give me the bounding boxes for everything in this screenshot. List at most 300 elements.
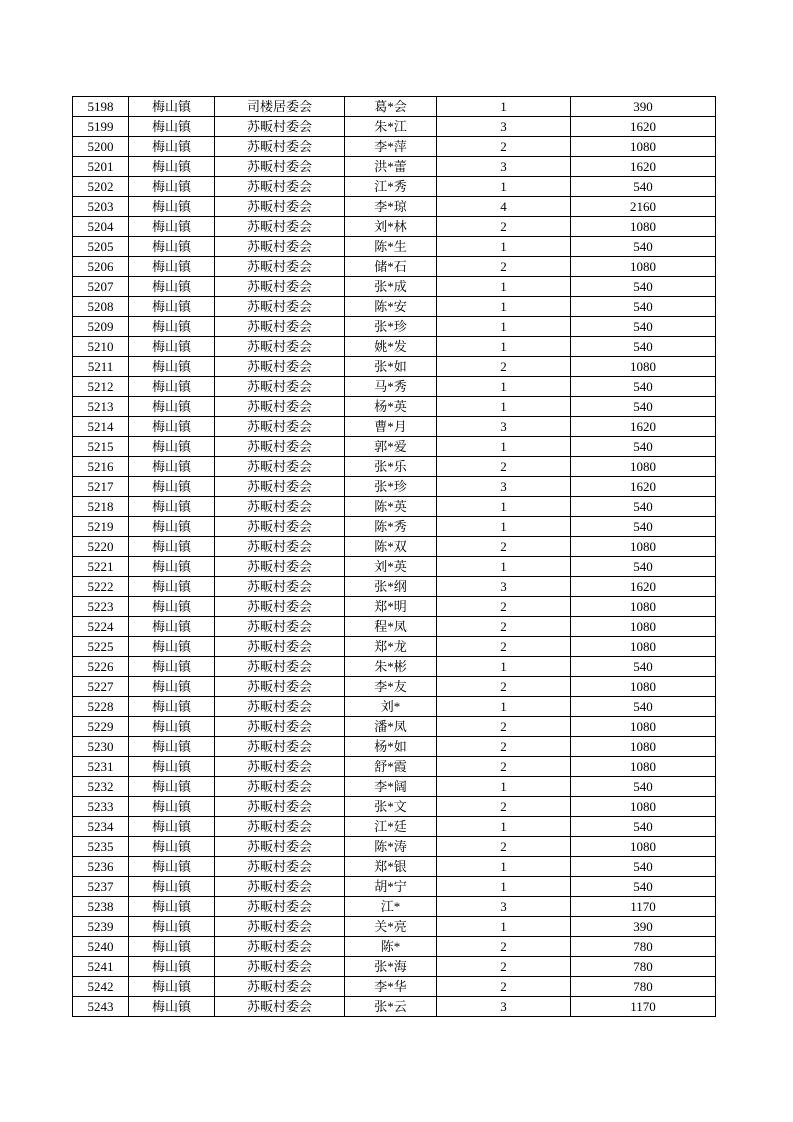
cell-name: 张*文 bbox=[345, 797, 437, 817]
cell-committee: 苏畈村委会 bbox=[215, 877, 345, 897]
cell-id: 5234 bbox=[73, 817, 129, 837]
cell-town: 梅山镇 bbox=[129, 657, 215, 677]
cell-town: 梅山镇 bbox=[129, 797, 215, 817]
cell-committee: 苏畈村委会 bbox=[215, 517, 345, 537]
table-row bbox=[73, 797, 716, 817]
table-row bbox=[73, 817, 716, 837]
cell-town: 梅山镇 bbox=[129, 357, 215, 377]
cell-town: 梅山镇 bbox=[129, 597, 215, 617]
cell-name: 江* bbox=[345, 897, 437, 917]
cell-count: 2 bbox=[437, 637, 571, 657]
cell-count: 1 bbox=[437, 277, 571, 297]
cell-count: 1 bbox=[437, 557, 571, 577]
cell-count: 1 bbox=[437, 857, 571, 877]
table-row bbox=[73, 357, 716, 377]
table-row bbox=[73, 957, 716, 977]
cell-id: 5211 bbox=[73, 357, 129, 377]
cell-committee: 苏畈村委会 bbox=[215, 317, 345, 337]
cell-count: 1 bbox=[437, 97, 571, 117]
cell-count: 2 bbox=[437, 837, 571, 857]
table-row bbox=[73, 537, 716, 557]
cell-committee: 苏畈村委会 bbox=[215, 217, 345, 237]
table-row bbox=[73, 517, 716, 537]
cell-town: 梅山镇 bbox=[129, 257, 215, 277]
cell-amount: 1620 bbox=[571, 477, 716, 497]
cell-amount: 540 bbox=[571, 777, 716, 797]
table-row bbox=[73, 577, 716, 597]
cell-id: 5212 bbox=[73, 377, 129, 397]
cell-town: 梅山镇 bbox=[129, 97, 215, 117]
cell-amount: 540 bbox=[571, 337, 716, 357]
cell-amount: 390 bbox=[571, 917, 716, 937]
cell-id: 5202 bbox=[73, 177, 129, 197]
table-row bbox=[73, 337, 716, 357]
cell-committee: 苏畈村委会 bbox=[215, 257, 345, 277]
table-row bbox=[73, 917, 716, 937]
cell-name: 李*阔 bbox=[345, 777, 437, 797]
cell-name: 郭*爱 bbox=[345, 437, 437, 457]
cell-count: 1 bbox=[437, 517, 571, 537]
cell-committee: 苏畈村委会 bbox=[215, 677, 345, 697]
cell-count: 2 bbox=[437, 357, 571, 377]
cell-name: 陈*双 bbox=[345, 537, 437, 557]
cell-committee: 苏畈村委会 bbox=[215, 917, 345, 937]
cell-town: 梅山镇 bbox=[129, 917, 215, 937]
cell-committee: 苏畈村委会 bbox=[215, 697, 345, 717]
cell-id: 5233 bbox=[73, 797, 129, 817]
cell-name: 江*廷 bbox=[345, 817, 437, 837]
cell-count: 1 bbox=[437, 237, 571, 257]
cell-committee: 苏畈村委会 bbox=[215, 837, 345, 857]
cell-name: 葛*会 bbox=[345, 97, 437, 117]
table-row bbox=[73, 977, 716, 997]
cell-town: 梅山镇 bbox=[129, 417, 215, 437]
cell-count: 2 bbox=[437, 937, 571, 957]
cell-count: 4 bbox=[437, 197, 571, 217]
cell-count: 1 bbox=[437, 777, 571, 797]
cell-id: 5198 bbox=[73, 97, 129, 117]
cell-town: 梅山镇 bbox=[129, 197, 215, 217]
cell-name: 姚*发 bbox=[345, 337, 437, 357]
cell-id: 5200 bbox=[73, 137, 129, 157]
cell-id: 5213 bbox=[73, 397, 129, 417]
cell-town: 梅山镇 bbox=[129, 517, 215, 537]
cell-committee: 苏畈村委会 bbox=[215, 617, 345, 637]
cell-count: 3 bbox=[437, 157, 571, 177]
cell-id: 5210 bbox=[73, 337, 129, 357]
cell-committee: 司楼居委会 bbox=[215, 97, 345, 117]
cell-id: 5221 bbox=[73, 557, 129, 577]
cell-name: 张*海 bbox=[345, 957, 437, 977]
table-row bbox=[73, 937, 716, 957]
cell-town: 梅山镇 bbox=[129, 757, 215, 777]
table-row bbox=[73, 417, 716, 437]
cell-count: 1 bbox=[437, 497, 571, 517]
cell-count: 3 bbox=[437, 897, 571, 917]
cell-id: 5226 bbox=[73, 657, 129, 677]
cell-count: 2 bbox=[437, 757, 571, 777]
cell-id: 5240 bbox=[73, 937, 129, 957]
cell-amount: 1080 bbox=[571, 217, 716, 237]
cell-amount: 1080 bbox=[571, 257, 716, 277]
cell-id: 5214 bbox=[73, 417, 129, 437]
cell-name: 刘*林 bbox=[345, 217, 437, 237]
cell-committee: 苏畈村委会 bbox=[215, 897, 345, 917]
data-table bbox=[72, 96, 716, 1017]
cell-name: 郑*明 bbox=[345, 597, 437, 617]
table-row bbox=[73, 497, 716, 517]
cell-id: 5219 bbox=[73, 517, 129, 537]
cell-town: 梅山镇 bbox=[129, 297, 215, 317]
cell-town: 梅山镇 bbox=[129, 137, 215, 157]
cell-count: 2 bbox=[437, 797, 571, 817]
table-row bbox=[73, 217, 716, 237]
cell-id: 5239 bbox=[73, 917, 129, 937]
cell-name: 李*萍 bbox=[345, 137, 437, 157]
cell-committee: 苏畈村委会 bbox=[215, 157, 345, 177]
table-row bbox=[73, 877, 716, 897]
table-row bbox=[73, 117, 716, 137]
cell-amount: 780 bbox=[571, 957, 716, 977]
cell-committee: 苏畈村委会 bbox=[215, 277, 345, 297]
cell-town: 梅山镇 bbox=[129, 817, 215, 837]
cell-name: 刘*英 bbox=[345, 557, 437, 577]
cell-town: 梅山镇 bbox=[129, 997, 215, 1017]
cell-count: 2 bbox=[437, 457, 571, 477]
cell-id: 5203 bbox=[73, 197, 129, 217]
cell-count: 2 bbox=[437, 257, 571, 277]
cell-town: 梅山镇 bbox=[129, 177, 215, 197]
cell-id: 5232 bbox=[73, 777, 129, 797]
cell-town: 梅山镇 bbox=[129, 877, 215, 897]
table-row bbox=[73, 157, 716, 177]
cell-count: 1 bbox=[437, 317, 571, 337]
cell-amount: 1620 bbox=[571, 577, 716, 597]
cell-count: 1 bbox=[437, 397, 571, 417]
cell-town: 梅山镇 bbox=[129, 117, 215, 137]
cell-id: 5237 bbox=[73, 877, 129, 897]
cell-count: 1 bbox=[437, 697, 571, 717]
cell-committee: 苏畈村委会 bbox=[215, 397, 345, 417]
cell-id: 5231 bbox=[73, 757, 129, 777]
cell-name: 胡*宁 bbox=[345, 877, 437, 897]
cell-count: 2 bbox=[437, 617, 571, 637]
table-row bbox=[73, 477, 716, 497]
cell-amount: 1080 bbox=[571, 837, 716, 857]
cell-committee: 苏畈村委会 bbox=[215, 557, 345, 577]
cell-town: 梅山镇 bbox=[129, 317, 215, 337]
cell-name: 陈*生 bbox=[345, 237, 437, 257]
cell-town: 梅山镇 bbox=[129, 777, 215, 797]
cell-name: 李*华 bbox=[345, 977, 437, 997]
cell-id: 5206 bbox=[73, 257, 129, 277]
cell-town: 梅山镇 bbox=[129, 277, 215, 297]
cell-amount: 540 bbox=[571, 697, 716, 717]
cell-amount: 1620 bbox=[571, 157, 716, 177]
cell-count: 2 bbox=[437, 957, 571, 977]
cell-town: 梅山镇 bbox=[129, 397, 215, 417]
cell-committee: 苏畈村委会 bbox=[215, 597, 345, 617]
table-row bbox=[73, 657, 716, 677]
table-row bbox=[73, 637, 716, 657]
cell-count: 1 bbox=[437, 917, 571, 937]
cell-id: 5215 bbox=[73, 437, 129, 457]
cell-town: 梅山镇 bbox=[129, 337, 215, 357]
cell-id: 5220 bbox=[73, 537, 129, 557]
cell-amount: 390 bbox=[571, 97, 716, 117]
cell-committee: 苏畈村委会 bbox=[215, 497, 345, 517]
cell-town: 梅山镇 bbox=[129, 577, 215, 597]
cell-amount: 1170 bbox=[571, 897, 716, 917]
cell-id: 5230 bbox=[73, 737, 129, 757]
cell-id: 5238 bbox=[73, 897, 129, 917]
cell-id: 5229 bbox=[73, 717, 129, 737]
cell-count: 1 bbox=[437, 337, 571, 357]
cell-committee: 苏畈村委会 bbox=[215, 957, 345, 977]
cell-id: 5222 bbox=[73, 577, 129, 597]
table-row bbox=[73, 237, 716, 257]
cell-id: 5225 bbox=[73, 637, 129, 657]
table-row bbox=[73, 557, 716, 577]
cell-id: 5235 bbox=[73, 837, 129, 857]
cell-name: 张*云 bbox=[345, 997, 437, 1017]
cell-committee: 苏畈村委会 bbox=[215, 197, 345, 217]
cell-count: 3 bbox=[437, 997, 571, 1017]
cell-count: 2 bbox=[437, 137, 571, 157]
table-row bbox=[73, 197, 716, 217]
cell-town: 梅山镇 bbox=[129, 637, 215, 657]
cell-name: 张*乐 bbox=[345, 457, 437, 477]
cell-committee: 苏畈村委会 bbox=[215, 377, 345, 397]
cell-amount: 1170 bbox=[571, 997, 716, 1017]
cell-name: 杨*如 bbox=[345, 737, 437, 757]
cell-committee: 苏畈村委会 bbox=[215, 117, 345, 137]
cell-committee: 苏畈村委会 bbox=[215, 137, 345, 157]
cell-town: 梅山镇 bbox=[129, 557, 215, 577]
cell-name: 舒*霞 bbox=[345, 757, 437, 777]
cell-town: 梅山镇 bbox=[129, 497, 215, 517]
cell-amount: 1080 bbox=[571, 357, 716, 377]
cell-committee: 苏畈村委会 bbox=[215, 337, 345, 357]
cell-committee: 苏畈村委会 bbox=[215, 717, 345, 737]
cell-town: 梅山镇 bbox=[129, 377, 215, 397]
cell-count: 3 bbox=[437, 477, 571, 497]
cell-town: 梅山镇 bbox=[129, 537, 215, 557]
cell-count: 1 bbox=[437, 657, 571, 677]
cell-amount: 540 bbox=[571, 657, 716, 677]
table-row bbox=[73, 757, 716, 777]
cell-id: 5228 bbox=[73, 697, 129, 717]
table-row bbox=[73, 177, 716, 197]
table-body bbox=[73, 97, 716, 1017]
cell-committee: 苏畈村委会 bbox=[215, 937, 345, 957]
cell-name: 洪*蕾 bbox=[345, 157, 437, 177]
table-row bbox=[73, 897, 716, 917]
cell-town: 梅山镇 bbox=[129, 437, 215, 457]
cell-amount: 540 bbox=[571, 317, 716, 337]
table-row bbox=[73, 277, 716, 297]
cell-id: 5218 bbox=[73, 497, 129, 517]
cell-id: 5224 bbox=[73, 617, 129, 637]
cell-committee: 苏畈村委会 bbox=[215, 857, 345, 877]
cell-amount: 540 bbox=[571, 377, 716, 397]
cell-amount: 540 bbox=[571, 437, 716, 457]
cell-count: 1 bbox=[437, 437, 571, 457]
cell-amount: 1080 bbox=[571, 737, 716, 757]
cell-id: 5199 bbox=[73, 117, 129, 137]
cell-committee: 苏畈村委会 bbox=[215, 437, 345, 457]
cell-amount: 1080 bbox=[571, 137, 716, 157]
cell-amount: 540 bbox=[571, 817, 716, 837]
table-row bbox=[73, 997, 716, 1017]
table-row bbox=[73, 597, 716, 617]
cell-town: 梅山镇 bbox=[129, 937, 215, 957]
cell-name: 陈*安 bbox=[345, 297, 437, 317]
cell-name: 储*石 bbox=[345, 257, 437, 277]
cell-amount: 540 bbox=[571, 277, 716, 297]
cell-committee: 苏畈村委会 bbox=[215, 797, 345, 817]
cell-name: 郑*龙 bbox=[345, 637, 437, 657]
cell-count: 3 bbox=[437, 117, 571, 137]
table-row bbox=[73, 717, 716, 737]
cell-id: 5227 bbox=[73, 677, 129, 697]
table-row bbox=[73, 257, 716, 277]
cell-town: 梅山镇 bbox=[129, 957, 215, 977]
cell-amount: 540 bbox=[571, 297, 716, 317]
cell-committee: 苏畈村委会 bbox=[215, 357, 345, 377]
cell-name: 杨*英 bbox=[345, 397, 437, 417]
cell-count: 1 bbox=[437, 297, 571, 317]
cell-amount: 540 bbox=[571, 397, 716, 417]
cell-name: 朱*江 bbox=[345, 117, 437, 137]
cell-count: 2 bbox=[437, 217, 571, 237]
cell-amount: 1080 bbox=[571, 637, 716, 657]
cell-town: 梅山镇 bbox=[129, 857, 215, 877]
cell-name: 朱*彬 bbox=[345, 657, 437, 677]
table-row bbox=[73, 437, 716, 457]
cell-amount: 540 bbox=[571, 877, 716, 897]
cell-id: 5209 bbox=[73, 317, 129, 337]
cell-id: 5205 bbox=[73, 237, 129, 257]
cell-id: 5216 bbox=[73, 457, 129, 477]
cell-committee: 苏畈村委会 bbox=[215, 997, 345, 1017]
cell-count: 2 bbox=[437, 737, 571, 757]
table-row bbox=[73, 737, 716, 757]
cell-name: 李*琼 bbox=[345, 197, 437, 217]
table-row bbox=[73, 297, 716, 317]
cell-name: 张*如 bbox=[345, 357, 437, 377]
table-row bbox=[73, 397, 716, 417]
cell-amount: 540 bbox=[571, 237, 716, 257]
table-row bbox=[73, 97, 716, 117]
cell-amount: 540 bbox=[571, 177, 716, 197]
cell-id: 5223 bbox=[73, 597, 129, 617]
cell-committee: 苏畈村委会 bbox=[215, 237, 345, 257]
table-row bbox=[73, 137, 716, 157]
cell-count: 2 bbox=[437, 977, 571, 997]
cell-town: 梅山镇 bbox=[129, 677, 215, 697]
cell-id: 5208 bbox=[73, 297, 129, 317]
cell-name: 潘*凤 bbox=[345, 717, 437, 737]
cell-committee: 苏畈村委会 bbox=[215, 637, 345, 657]
cell-count: 1 bbox=[437, 177, 571, 197]
cell-amount: 540 bbox=[571, 517, 716, 537]
cell-amount: 1080 bbox=[571, 537, 716, 557]
cell-name: 张*珍 bbox=[345, 317, 437, 337]
cell-amount: 1080 bbox=[571, 797, 716, 817]
cell-committee: 苏畈村委会 bbox=[215, 757, 345, 777]
cell-id: 5242 bbox=[73, 977, 129, 997]
cell-committee: 苏畈村委会 bbox=[215, 457, 345, 477]
cell-count: 3 bbox=[437, 417, 571, 437]
cell-amount: 1620 bbox=[571, 417, 716, 437]
cell-committee: 苏畈村委会 bbox=[215, 777, 345, 797]
cell-count: 2 bbox=[437, 717, 571, 737]
cell-town: 梅山镇 bbox=[129, 977, 215, 997]
cell-id: 5217 bbox=[73, 477, 129, 497]
table-row bbox=[73, 697, 716, 717]
cell-town: 梅山镇 bbox=[129, 837, 215, 857]
cell-amount: 1080 bbox=[571, 457, 716, 477]
cell-count: 2 bbox=[437, 597, 571, 617]
cell-committee: 苏畈村委会 bbox=[215, 737, 345, 757]
cell-amount: 1620 bbox=[571, 117, 716, 137]
cell-town: 梅山镇 bbox=[129, 217, 215, 237]
cell-name: 江*秀 bbox=[345, 177, 437, 197]
table-row bbox=[73, 617, 716, 637]
cell-committee: 苏畈村委会 bbox=[215, 977, 345, 997]
cell-id: 5236 bbox=[73, 857, 129, 877]
cell-town: 梅山镇 bbox=[129, 237, 215, 257]
table-row bbox=[73, 377, 716, 397]
cell-committee: 苏畈村委会 bbox=[215, 297, 345, 317]
cell-amount: 1080 bbox=[571, 617, 716, 637]
cell-committee: 苏畈村委会 bbox=[215, 477, 345, 497]
cell-name: 陈*涛 bbox=[345, 837, 437, 857]
cell-amount: 1080 bbox=[571, 757, 716, 777]
cell-amount: 780 bbox=[571, 937, 716, 957]
cell-name: 陈* bbox=[345, 937, 437, 957]
cell-committee: 苏畈村委会 bbox=[215, 177, 345, 197]
cell-name: 张*珍 bbox=[345, 477, 437, 497]
cell-committee: 苏畈村委会 bbox=[215, 657, 345, 677]
cell-amount: 540 bbox=[571, 857, 716, 877]
cell-town: 梅山镇 bbox=[129, 737, 215, 757]
cell-amount: 2160 bbox=[571, 197, 716, 217]
cell-name: 关*亮 bbox=[345, 917, 437, 937]
table-row bbox=[73, 457, 716, 477]
cell-count: 1 bbox=[437, 877, 571, 897]
cell-name: 马*秀 bbox=[345, 377, 437, 397]
cell-name: 李*友 bbox=[345, 677, 437, 697]
cell-name: 陈*英 bbox=[345, 497, 437, 517]
cell-amount: 540 bbox=[571, 557, 716, 577]
cell-name: 曹*月 bbox=[345, 417, 437, 437]
cell-name: 张*纲 bbox=[345, 577, 437, 597]
cell-name: 刘* bbox=[345, 697, 437, 717]
cell-amount: 1080 bbox=[571, 677, 716, 697]
cell-town: 梅山镇 bbox=[129, 717, 215, 737]
cell-count: 2 bbox=[437, 537, 571, 557]
cell-name: 郑*银 bbox=[345, 857, 437, 877]
cell-id: 5204 bbox=[73, 217, 129, 237]
cell-committee: 苏畈村委会 bbox=[215, 537, 345, 557]
cell-id: 5243 bbox=[73, 997, 129, 1017]
table-row bbox=[73, 777, 716, 797]
cell-count: 3 bbox=[437, 577, 571, 597]
cell-town: 梅山镇 bbox=[129, 697, 215, 717]
cell-amount: 1080 bbox=[571, 597, 716, 617]
